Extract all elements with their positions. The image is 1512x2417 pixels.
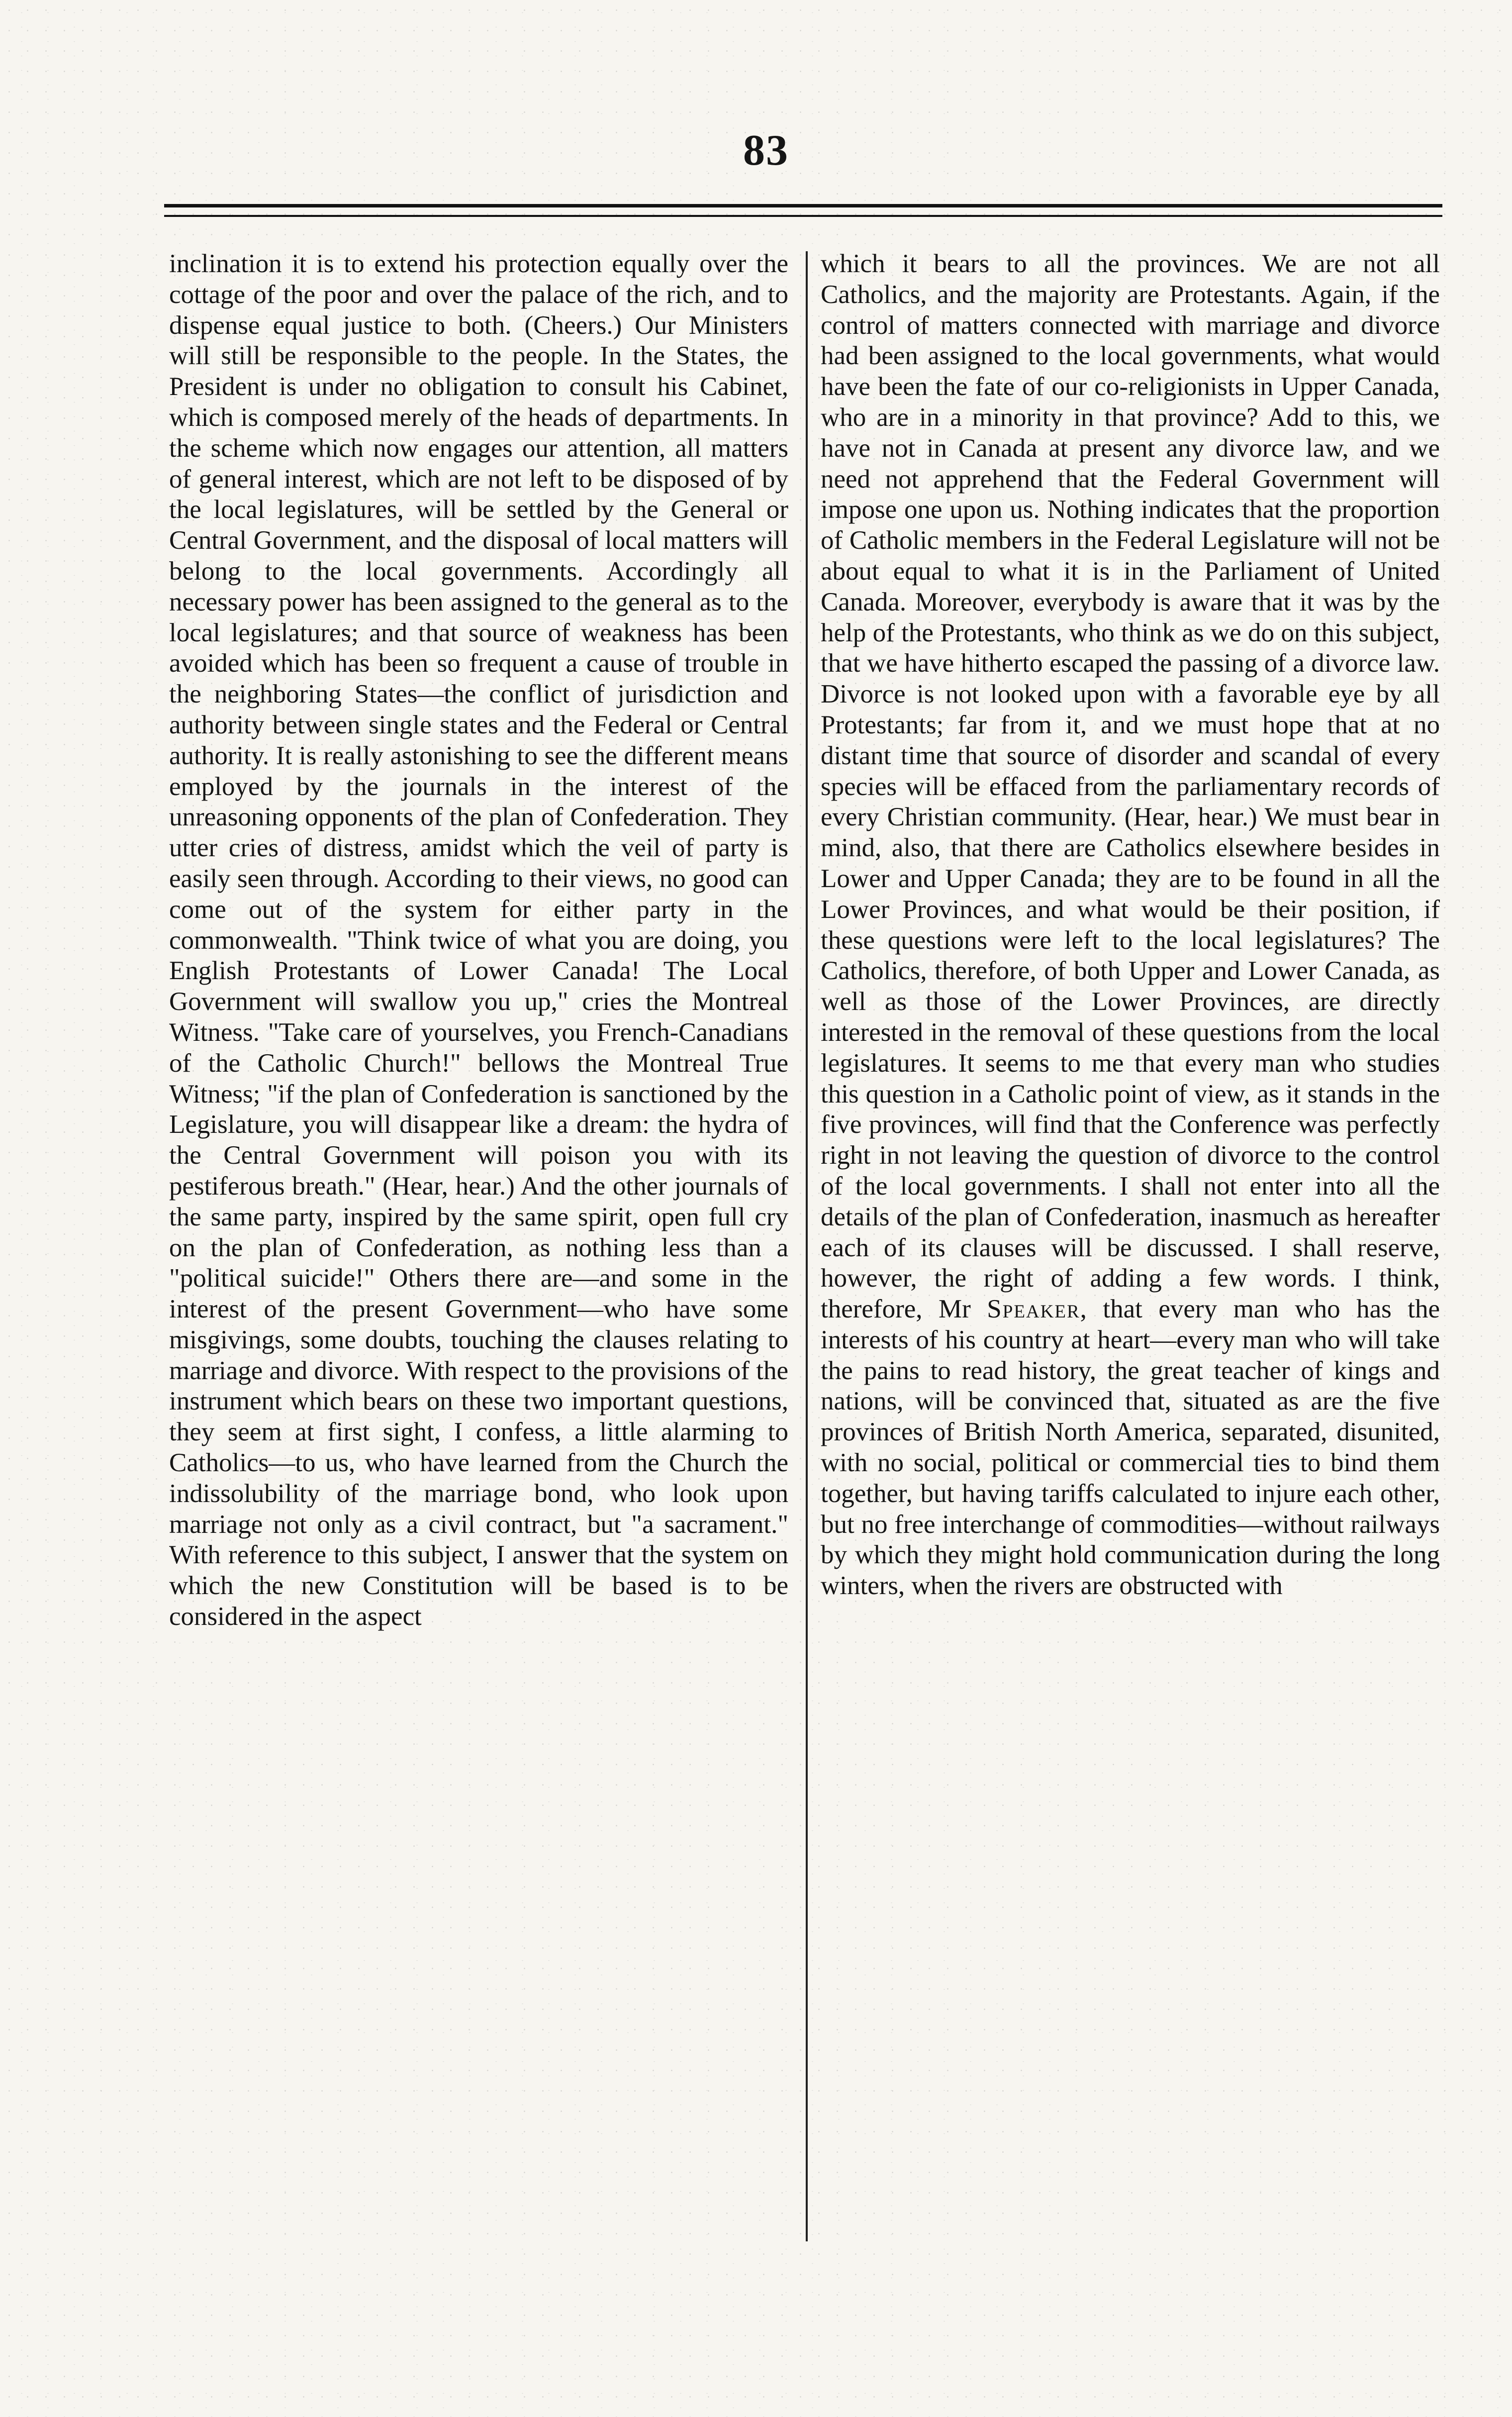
right-column-paragraph bbox=[821, 249, 1440, 1602]
speaker-word: Speaker bbox=[987, 1295, 1080, 1324]
header-rule-thick bbox=[164, 204, 1442, 207]
left-column bbox=[169, 249, 788, 2249]
column-divider bbox=[806, 251, 808, 2241]
right-column-text-before-speaker: which it bears to all the provinces. We are not all Catholics, and the majority are Protestants. Again, if the control of matters connected with marriage and divorce had been assigned to the local governments, what would have been the fate of our co-religionists in Upper Canada, who are in a minority in that province? Add to this, we have not in Canada at present any divorce law, and we need not apprehend that the Federal Government will impose one upon us. Nothing indicates that the proportion of Catholic members in the Federal Legislature will not be about equal to what it is in the Parliament of United Canada. Moreover, everybody is aware that it was by the help of the Protestants, who think as we do on this subject, that we have hitherto escaped the passing of a divorce law. Divorce is not looked upon with a favorable eye by all Protestants; far from it, and we must hope that at no distant time that source of disorder and scandal of every species will be effaced from the parliamentary records of every Christian community. (Hear, hear.) We must bear in mind, also, that there are Catholics elsewhere besides in Lower and Upper Canada; they are to be found in all the Lower Provinces, and what would be their position, if these questions were left to the local legislatures? The Catholics, therefore, of both Upper and Lower Canada, as well as those of the Lower Provinces, are directly interested in the removal of these questions from the local legislatures. It seems to me that every man who studies this question in a Catholic point of view, as it stands in the five provinces, will find that the Conference was perfectly right in not leaving the question of divorce to the control of the local governments. I shall not enter into all the details of the plan of Confederation, inasmuch as hereafter each of its clauses will be discussed. I shall reserve, however, the right of adding a few words. I think, therefore, Mr bbox=[821, 249, 1440, 1324]
left-column-text: inclination it is to extend his protection equally over the cottage of the poor and over the palace of the rich, and to dispense equal justice to both. (Cheers.) Our Ministers will still be responsible to the people. In the States, the President is under no obligation to consult his Cabinet, which is composed merely of the heads of departments. In the scheme which now engages our attention, all matters of general interest, which are not left to be disposed of by the local legislatures, will be settled by the General or Central Government, and the disposal of local matters will belong to the local governments. Accordingly all necessary power has been assigned to the general as to the local legislatures; and that source of weakness has been avoided which has been so frequent a cause of trouble in the neighboring States—the conflict of jurisdiction and authority between single states and the Federal or Central authority. It is really astonishing to see the different means employed by the journals in the interest of the unreasoning opponents of the plan of Confederation. They utter cries of distress, amidst which the veil of party is easily seen through. According to their views, no good can come out of the system for either party in the commonwealth. "Think twice of what you are doing, you English Protestants of Lower Canada! The Local Government will swallow you up," cries the Montreal Witness. "Take care of yourselves, you French-Canadians of the Catholic Church!" bellows the Montreal True Witness; "if the plan of Confederation is sanctioned by the Legislature, you will disappear like a dream: the hydra of the Central Government will poison you with its pestiferous breath." (Hear, hear.) And the other journals of the same party, inspired by the same spirit, open full cry on the plan of Confederation, as nothing less than a "political suicide!" Others there are—and some in the interest of the present Government—who have some misgivings, some doubts, touching the clauses relating to marriage and divorce. With respect to the provisions of the instrument which bears on these two important questions, they seem at first sight, I confess, a little alarming to Catholics—to us, who have learned from the Church the indissolubility of the marriage bond, who look upon marriage not only as a civil contract, but "a sacrament." With reference to this subject, I answer that the system on which the new Constitution will be based is to be considered in the aspect bbox=[169, 249, 788, 1631]
right-column-text-after-speaker: , that every man who has the interests of his country at heart—every man who will take the pains to read history, the great teacher of kings and nations, will be convinced that, situated as are the five provinces of British North America, separated, disunited, with no social, political or commercial ties to bind them together, but having tariffs calculated to injure each other, but no free interchange of commodities—without railways by which they might hold communication during the long winters, when the rivers are obstructed with bbox=[821, 1295, 1440, 1601]
header-rule-thin bbox=[164, 215, 1442, 217]
page-number: 83 bbox=[743, 126, 789, 175]
right-column bbox=[821, 249, 1440, 2249]
